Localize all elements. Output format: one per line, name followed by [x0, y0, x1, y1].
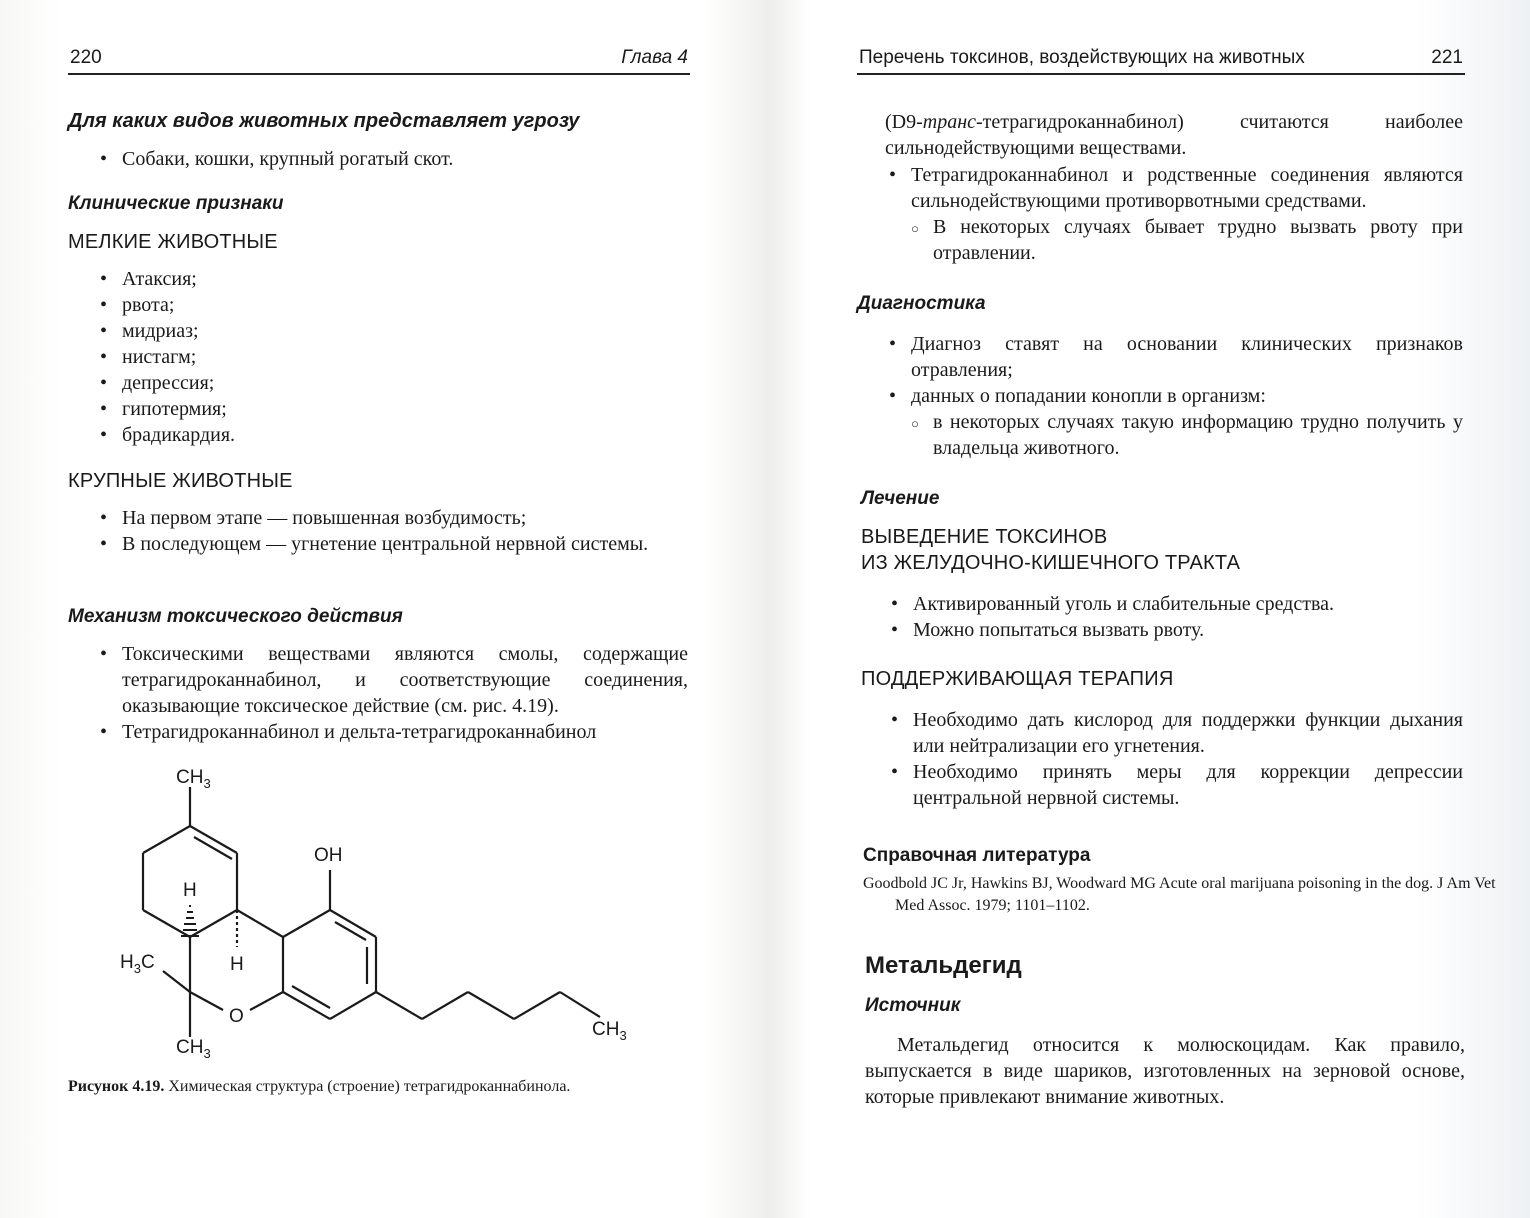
- list-item: • Можно попытаться вызвать рвоту.: [891, 617, 1463, 643]
- left-running-head: [68, 45, 690, 75]
- thc-structure-figure: [0, 755, 700, 1075]
- section-heading-mechanism: Механизм токсического действия: [68, 606, 403, 627]
- list-item: • депрессия;: [100, 370, 690, 396]
- right-running-head: [857, 45, 1465, 75]
- list-item: • Активированный уголь и слабительные средства.: [891, 591, 1463, 617]
- threat-list: [100, 146, 690, 172]
- source-heading: Источник: [865, 995, 961, 1016]
- figure-caption: [68, 1078, 570, 1096]
- subheading-toxin-removal-2: ИЗ ЖЕЛУДОЧНО-КИШЕЧНОГО ТРАКТА: [861, 552, 1241, 574]
- continuation-paragraph: (D9-транс-тетрагидроканнабинол) считаются наиболее сильнодействующими веществами.: [885, 111, 1463, 159]
- list-item: • брадикардия.: [100, 422, 690, 448]
- caption-label: Рисунок 4.19.: [68, 1078, 165, 1095]
- list-item: • В последующем — угнетение центральной нервной системы.: [100, 531, 688, 557]
- removal-list: [891, 591, 1463, 643]
- right-page: [765, 0, 1530, 1218]
- mechanism-list: [100, 641, 688, 745]
- references-heading: Справочная литература: [863, 845, 1091, 866]
- list-item: • рвота;: [100, 292, 690, 318]
- small-animals-list: [100, 266, 690, 448]
- page-number: 220: [70, 47, 102, 68]
- label-ch3-top: $CH_3$: [176, 767, 211, 791]
- label-h3c: $H_3C$: [120, 952, 155, 976]
- list-item: • нистагм;: [100, 344, 690, 370]
- list-item: • Атаксия;: [100, 266, 690, 292]
- list-item: • Тетрагидроканнабинол и дельта-тетрагидроканнабинол: [100, 719, 688, 745]
- list-item: ○ в некоторых случаях такую информацию трудно получить у владельца животного.: [911, 409, 1463, 461]
- list-item: • мидриаз;: [100, 318, 690, 344]
- list-item: • Необходимо дать кислород для поддержки функции дыхания или нейтрализации его угнетения.: [891, 707, 1463, 759]
- label-h-lower: H: [230, 954, 244, 975]
- metaldehyde-paragraph: Метальдегид относится к молюскоцидам. Как правило, выпускается в виде шариков, изготовленных на зерновой основе, которые привлекают внимание животных.: [865, 1034, 1465, 1108]
- structure-bonds: [143, 787, 600, 1037]
- caption-text: Химическая структура (строение) тетрагидроканнабинола.: [164, 1078, 571, 1095]
- support-list: [891, 707, 1463, 811]
- metaldehyde-title: Метальдегид: [865, 952, 1022, 979]
- chapter-title: Глава 4: [621, 47, 688, 68]
- list-item: • Необходимо принять меры для коррекции депрессии центральной нервной системы.: [891, 759, 1463, 811]
- page-number: 221: [1431, 47, 1463, 68]
- section-running-title: Перечень токсинов, воздействующих на животных: [859, 47, 1305, 68]
- list-item: • Токсическими веществами являются смолы, содержащие тетрагидроканнабинол, и соответствующие соединения, оказывающие токсическое действие (см. рис. 4.19).: [100, 641, 688, 719]
- atom-labels: [120, 767, 627, 1061]
- diagnostics-list: [889, 331, 1463, 409]
- label-ch3-chain: $CH_3$: [592, 1019, 627, 1043]
- subheading-small-animals: МЕЛКИЕ ЖИВОТНЫЕ: [68, 231, 278, 253]
- subheading-large-animals: КРУПНЫЕ ЖИВОТНЫЕ: [68, 470, 293, 492]
- list-item: • Собаки, кошки, крупный рогатый скот.: [100, 146, 690, 172]
- continuation-list: [889, 162, 1463, 214]
- section-heading-diagnostics: Диагностика: [857, 293, 986, 314]
- list-item: ○ В некоторых случаях бывает трудно вызвать рвоту при отравлении.: [911, 214, 1463, 266]
- section-heading-threat: Для каких видов животных представляет угрозу: [68, 110, 580, 132]
- list-item: • На первом этапе — повышенная возбудимость;: [100, 505, 688, 531]
- subheading-toxin-removal-1: ВЫВЕДЕНИЕ ТОКСИНОВ: [861, 526, 1108, 548]
- section-heading-clinical: Клинические признаки: [68, 193, 284, 214]
- reference-entry: Goodbold JC Jr, Hawkins BJ, Woodward MG Acute oral marijuana poisoning in the dog. J Am Vet Med Assoc. 1979; 1101–1102.: [863, 875, 1496, 914]
- list-item: • гипотермия;: [100, 396, 690, 422]
- label-o: O: [229, 1006, 244, 1027]
- label-h-upper: H: [183, 880, 197, 901]
- subheading-supportive-therapy: ПОДДЕРЖИВАЮЩАЯ ТЕРАПИЯ: [861, 668, 1174, 690]
- continuation-sub-list: [911, 214, 1463, 266]
- list-item: • Тетрагидроканнабинол и родственные соединения являются сильнодействующими противорвотными средствами.: [889, 162, 1463, 214]
- list-item: • Диагноз ставят на основании клинических признаков отравления;: [889, 331, 1463, 383]
- label-oh: OH: [314, 845, 343, 866]
- hashed-wedge: [181, 905, 199, 936]
- large-animals-list: [100, 505, 688, 557]
- diagnostics-sub-list: [911, 409, 1463, 461]
- section-heading-treatment: Лечение: [861, 488, 940, 509]
- label-ch3-bottom: $CH_3$: [176, 1037, 211, 1061]
- list-item: • данных о попадании конопли в организм:: [889, 383, 1463, 409]
